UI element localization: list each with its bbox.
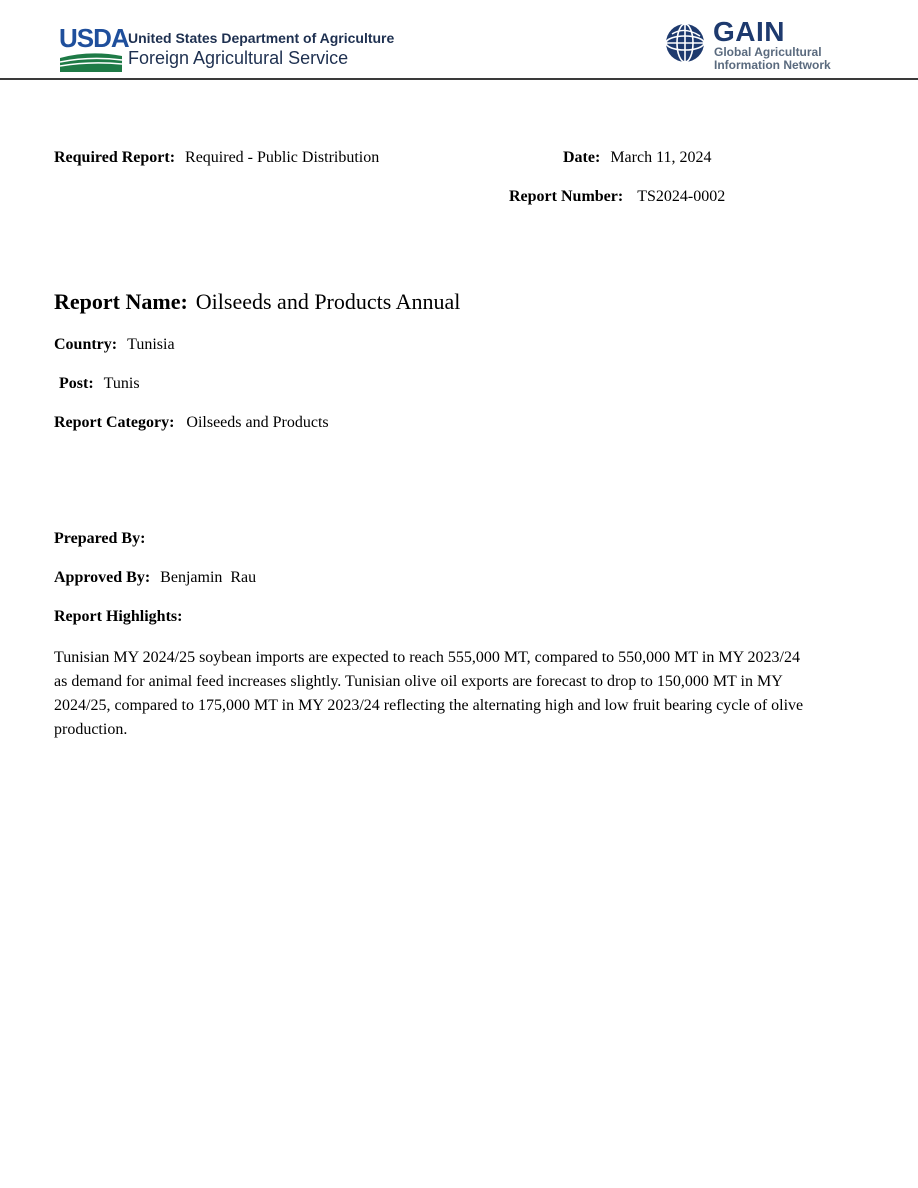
usda-logo: USDA xyxy=(59,23,129,53)
report-highlights-label: Report Highlights: xyxy=(54,608,183,625)
globe-icon xyxy=(664,22,706,64)
date-field xyxy=(563,148,711,168)
page-header xyxy=(0,0,918,80)
post-value: Tunis xyxy=(103,375,140,392)
report-name-label: Report Name: xyxy=(54,289,188,314)
report-category-label: Report Category: xyxy=(54,414,175,431)
report-number-label: Report Number: xyxy=(509,188,624,205)
report-highlights-text: Tunisian MY 2024/25 soybean imports are expected to reach 555,000 MT, compared to 550,000 MT in MY 2023/24 as demand for animal feed increases slightly. Tunisian olive oil exports are forecast to drop to 150,000 MT in MY 2024/25, compared to 175,000 MT in MY 2023/24 reflecting the alternating high and low fruit bearing cycle of olive production. xyxy=(54,649,804,738)
report-highlights-heading xyxy=(54,607,182,627)
prepared-by-field xyxy=(54,529,145,549)
usda-field-logo-icon xyxy=(60,52,122,72)
gain-subtitle-line1: Global Agricultural xyxy=(714,45,822,59)
report-category-value: Oilseeds and Products xyxy=(186,414,329,431)
post-field xyxy=(59,374,140,394)
report-name-field xyxy=(54,289,460,315)
department-name: United States Department of Agriculture xyxy=(128,30,395,46)
prepared-by-label: Prepared By: xyxy=(54,530,146,547)
header-divider xyxy=(0,78,918,80)
post-label: Post: xyxy=(59,375,94,392)
country-value: Tunisia xyxy=(127,336,175,353)
report-category-field xyxy=(54,413,329,433)
gain-subtitle-line2: Information Network xyxy=(714,58,831,72)
required-report-field xyxy=(54,148,379,168)
country-label: Country: xyxy=(54,336,118,353)
approved-by-field xyxy=(54,568,256,588)
approved-by-value: Benjamin Rau xyxy=(160,569,257,586)
approved-by-label: Approved By: xyxy=(54,569,151,586)
agency-name: Foreign Agricultural Service xyxy=(128,48,349,68)
report-number-field xyxy=(509,187,725,207)
date-value: March 11, 2024 xyxy=(610,149,712,166)
gain-logo-subtitle xyxy=(714,46,831,72)
required-report-value: Required - Public Distribution xyxy=(185,149,380,166)
report-name-value: Oilseeds and Products Annual xyxy=(195,289,461,314)
required-report-label: Required Report: xyxy=(54,149,176,166)
report-number-value: TS2024-0002 xyxy=(637,188,726,205)
country-field xyxy=(54,335,175,355)
date-label: Date: xyxy=(563,149,601,166)
gain-logo-title: GAIN xyxy=(713,16,785,47)
